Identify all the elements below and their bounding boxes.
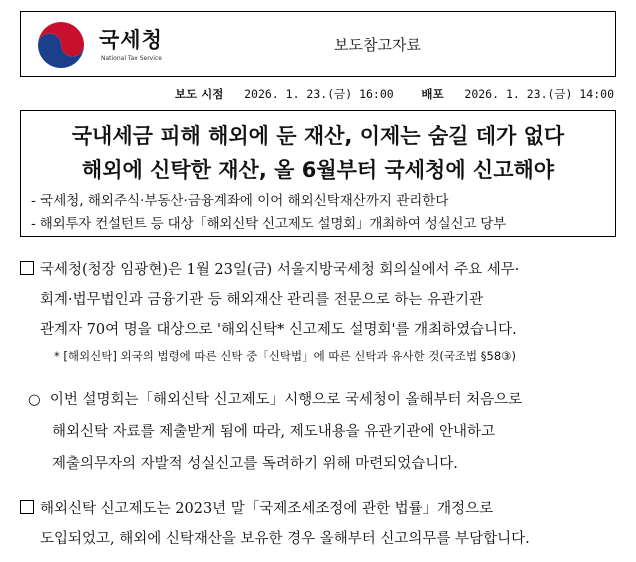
footnote: * [해외신탁] 외국의 법령에 따른 신탁 중「신탁법」에 따른 신탁과 유사한 것(국조법 §58③) [54,349,516,363]
p3-text-1: 해외신탁 신고제도는 2023년 말「국제조세조정에 관한 법률」개정으로 [40,501,494,517]
paragraph-1-line-3: 관계자 70여 명을 대상으로 '해외신탁* 신고제도 설명회'를 개최하였습니다. [40,322,517,338]
summary-line-1: - 국세청, 해외주식·부동산·금융계좌에 이어 해외신탁재산까지 관리한다 [31,193,449,209]
nts-logo-icon [31,18,91,72]
checkbox-square-icon [20,500,34,514]
title-box [20,110,616,237]
circle-bullet: ○ [28,392,41,408]
paragraph-2-line-3: 제출의무자의 자발적 성실신고를 독려하기 위해 마련되었습니다. [52,456,458,472]
header-box [20,11,616,77]
paragraph-1-line-1 [20,258,519,279]
distribute-time-label: 배포 [421,87,444,101]
paragraph-2-line-1 [28,388,522,409]
document-type: 보도참고자료 [334,36,421,54]
subheadline: 해외에 신탁한 재산, 올 6월부터 국세청에 신고해야 [81,158,555,182]
paragraph-2-line-2: 해외신탁 자료를 제출받게 됨에 따라, 제도내용을 유관기관에 안내하고 [52,424,496,440]
report-time: 2026. 1. 23.(금) 16:00 [244,87,394,101]
headline: 국내세금 피해 해외에 둔 재산, 이제는 숨길 데가 없다 [71,124,565,148]
paragraph-3-line-2: 도입되었고, 해외에 신탁재산을 보유한 경우 올해부터 신고의무를 부담합니다. [40,531,530,547]
summary-line-2: - 해외투자 컨설턴트 등 대상「해외신탁 신고제도 설명회」개최하여 성실신고 당부 [31,216,506,232]
p2-text-1: 이번 설명회는「해외신탁 신고제도」시행으로 국세청이 올해부터 처음으로 [49,392,523,408]
report-time-label: 보도 시점 [174,87,224,101]
release-times [175,86,614,102]
agency-name-en: National Tax Service [101,55,162,62]
distribute-time: 2026. 1. 23.(금) 14:00 [464,87,614,101]
agency-name: 국세청 [99,28,163,52]
paragraph-3-line-1 [20,497,493,518]
checkbox-square-icon [20,261,34,275]
paragraph-1-line-2: 회계·법무법인과 금융기관 등 해외재산 관리를 전문으로 하는 유관기관 [40,292,484,308]
p1-text-1: 국세청(청장 임광현)은 1월 23일(금) 서울지방국세청 회의실에서 주요 세무· [40,262,520,278]
